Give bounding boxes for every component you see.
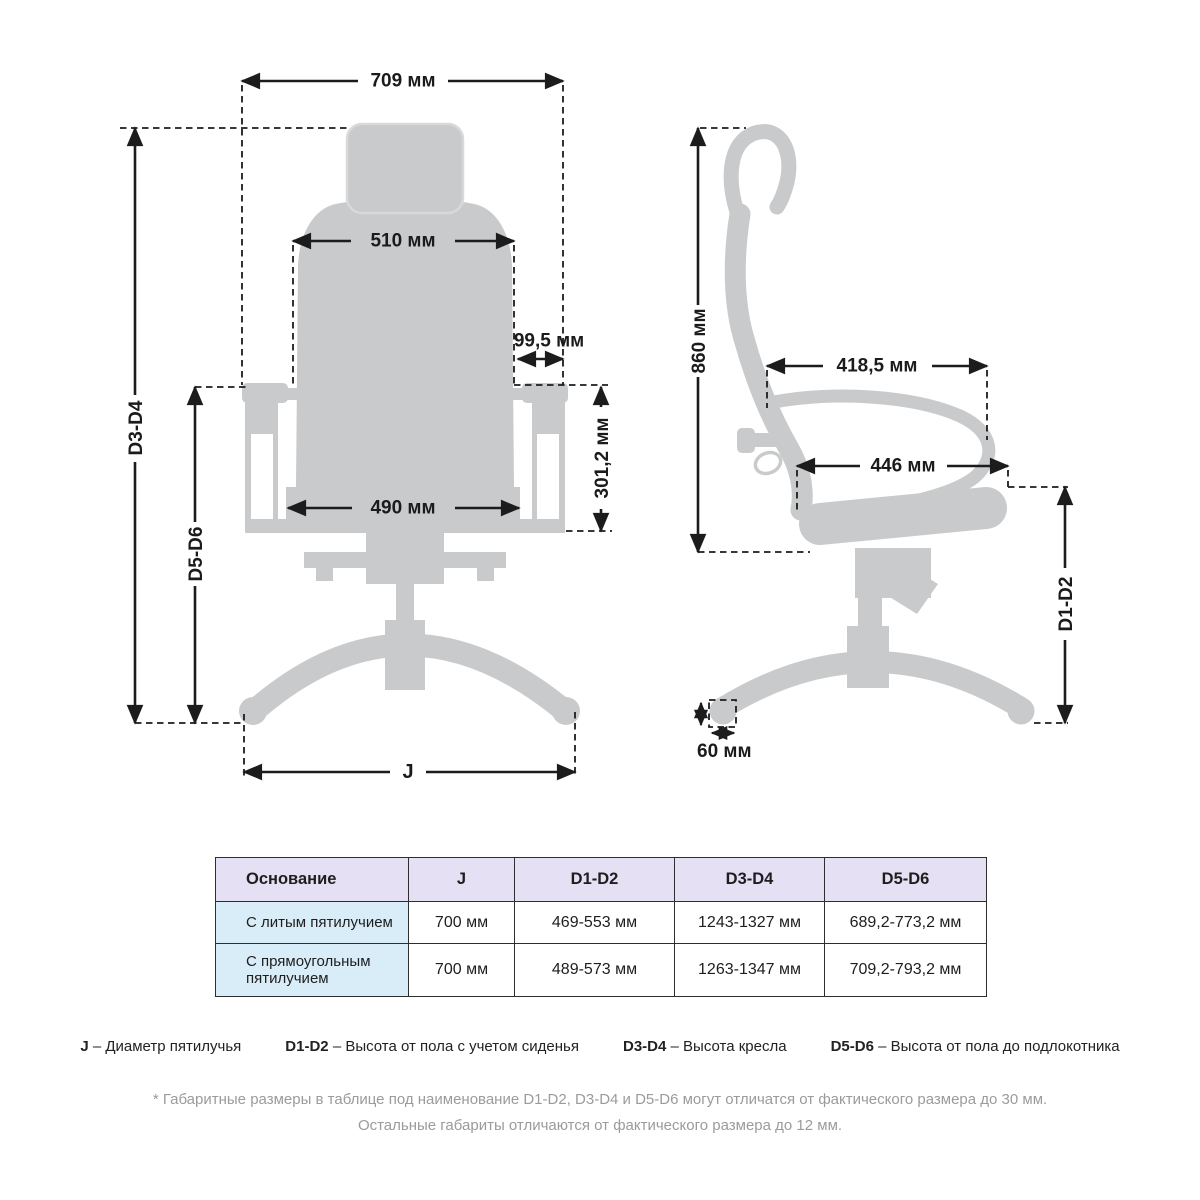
legend: [0, 1038, 1200, 1055]
col-header-d3d4: D3-D4: [675, 858, 825, 902]
col-header-d1d2: D1-D2: [515, 858, 675, 902]
dim-label-d1d2: D1-D2: [1056, 576, 1077, 632]
dim-label-446: 446 мм: [870, 455, 936, 477]
front-mechanism: [366, 533, 444, 584]
side-headrest: [731, 132, 789, 212]
legend-item-d1d2: [285, 1038, 579, 1055]
dim-seat-height: [1056, 487, 1077, 723]
footnote-line-1: * Габаритные размеры в таблице под наименование D1-D2, D3-D4 и D5-D6 могут отличатся от фактического размера до 30 мм.: [152, 1091, 1048, 1108]
dim-label-301-2: 301,2 мм: [592, 417, 613, 499]
legend-desc: – Высота кресла: [670, 1038, 787, 1055]
legend-item-d5d6: [831, 1038, 1120, 1055]
front-mechanism-tab-right: [477, 568, 494, 581]
side-base-hub: [847, 626, 889, 688]
dim-front-top-width: [242, 71, 563, 92]
front-caster-left: [239, 697, 267, 725]
dim-armrest-floor-height: [186, 387, 207, 723]
j-value-cell: 700 мм: [409, 944, 515, 997]
side-lever-loop: [752, 449, 784, 477]
side-mechanism: [855, 548, 931, 598]
legend-item-j: [80, 1038, 241, 1055]
table-row: [216, 902, 987, 944]
dim-label-510: 510 мм: [370, 230, 436, 252]
legend-term: D1-D2: [285, 1038, 329, 1055]
dim-armrest-height: [592, 387, 613, 531]
front-gas-lift: [396, 584, 414, 624]
base-type-cell: С литым пятилучием: [216, 902, 409, 944]
footnote-line-2: Остальные габариты отличаются от фактического размера до 12 мм.: [357, 1117, 843, 1134]
j-value-cell: 700 мм: [409, 902, 515, 944]
d5d6-value-cell: 709,2-793,2 мм: [825, 944, 987, 997]
dim-base-diameter: [244, 761, 575, 783]
side-gas-lift: [858, 596, 882, 628]
dim-back-to-armrest-front: [767, 356, 987, 377]
col-header-base: Основание: [216, 858, 409, 902]
side-backrest: [735, 214, 802, 510]
legend-desc: – Высота от пола до подлокотника: [878, 1038, 1120, 1055]
front-view-chair: [239, 124, 580, 725]
col-header-j: J: [409, 858, 515, 902]
legend-desc: – Диаметр пятилучья: [92, 1038, 242, 1055]
d1d2-value-cell: 489-573 мм: [515, 944, 675, 997]
side-caster-right: [1008, 698, 1035, 725]
d3d4-value-cell: 1243-1327 мм: [675, 902, 825, 944]
d1d2-value-cell: 469-553 мм: [515, 902, 675, 944]
footnote: [0, 1087, 1200, 1139]
dim-label-860: 860 мм: [689, 308, 710, 374]
legend-item-d3d4: [623, 1038, 787, 1055]
dim-armrest-offset: [514, 331, 584, 360]
legend-term: D5-D6: [830, 1038, 874, 1055]
dim-label-d3d4: D3-D4: [126, 400, 147, 456]
dim-backrest-height: [689, 128, 710, 552]
legend-term: J: [80, 1038, 89, 1055]
front-armrest-cutout-left: [251, 434, 273, 522]
dim-label-490: 490 мм: [370, 497, 436, 519]
d3d4-value-cell: 1263-1347 мм: [675, 944, 825, 997]
front-armrest-cutout-right: [537, 434, 559, 522]
side-caster-left: [710, 698, 737, 725]
table-header-row: [216, 858, 987, 902]
front-base-hub: [385, 620, 425, 690]
front-caster-right: [552, 697, 580, 725]
dim-chair-height: [126, 128, 147, 723]
dim-label-709: 709 мм: [370, 70, 436, 92]
base-type-cell: С прямоугольным пятилучием: [216, 944, 409, 997]
legend-desc: – Высота от пола с учетом сиденья: [332, 1038, 579, 1055]
legend-term: D3-D4: [623, 1038, 667, 1055]
dim-label-60: 60 мм: [697, 741, 752, 762]
front-mechanism-arm-left: [304, 552, 366, 568]
table-row: [216, 944, 987, 997]
dim-label-j: J: [402, 761, 414, 783]
front-seat-bar: [245, 519, 565, 533]
front-mechanism-tab-left: [316, 568, 333, 581]
side-seat: [820, 508, 986, 524]
front-headrest: [347, 124, 463, 213]
side-view-chair: [710, 132, 1035, 725]
side-adjust-knob: [737, 428, 755, 453]
side-knob-stem: [755, 433, 779, 447]
col-header-d5d6: D5-D6: [825, 858, 987, 902]
dim-label-99-5: 99,5 мм: [513, 330, 585, 352]
dim-label-d5d6: D5-D6: [186, 526, 207, 582]
dimensions-table: [215, 857, 987, 997]
dim-label-418-5: 418,5 мм: [836, 355, 918, 377]
d5d6-value-cell: 689,2-773,2 мм: [825, 902, 987, 944]
front-mechanism-arm-right: [444, 552, 506, 568]
